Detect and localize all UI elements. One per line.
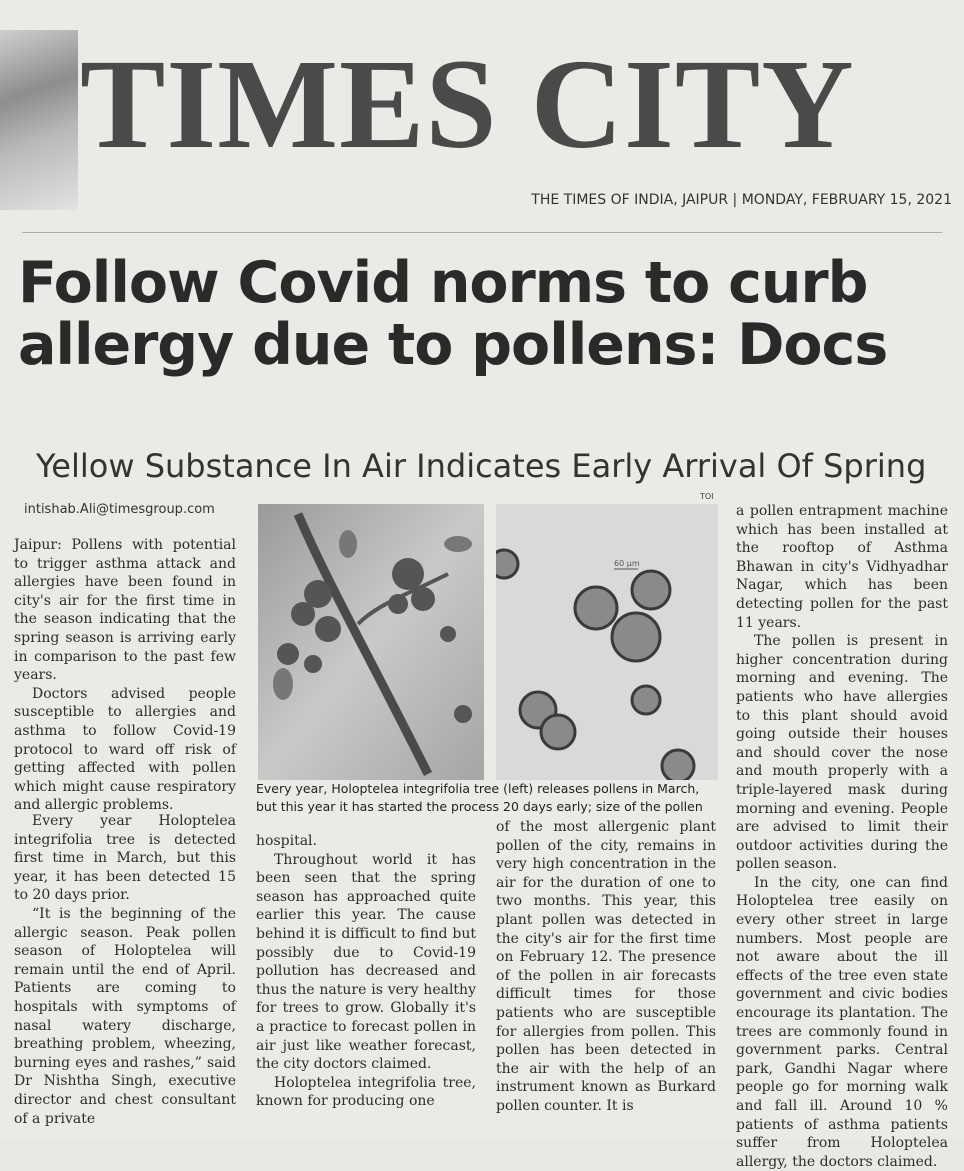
- paragraph: hospital.: [256, 833, 317, 849]
- column-3: [496, 818, 716, 1116]
- scale-label: 60 µm: [614, 559, 640, 568]
- corner-photo: [0, 30, 78, 210]
- paragraph: Jaipur: Pollens with potential to trigger asthma attack and allergies have been found in city's air for the first time in the season indicating that the spring season is arriving early in comparison to the past few years.: [14, 537, 236, 684]
- masthead: TIMES CITY: [80, 33, 855, 175]
- paragraph: The pollen is present in higher concentration during morning and evening. The patients who have allergies to this plant should avoid going outside their houses and should cover the nose and mouth properly with a triple-layered mask during morning and evening. People are advised to limit their outdoor activities during the pollen season.: [736, 633, 948, 873]
- paragraph: of the most allergenic plant pollen of the city, remains in very high concentration in the air for the duration of one to two months. This year, this plant pollen was detected in the city's air for the first time on February 12. The presence of the pollen in air forecasts difficult times for those patients who are susceptible for allergies from pollen. This pollen has been detected in the air with the help of an instrument known as Burkard pollen counter. It is: [496, 819, 716, 1114]
- pollen-illustration: [496, 504, 718, 780]
- tree-photo: [258, 504, 484, 780]
- paragraph: Holoptelea integrifolia tree, known for producing one: [256, 1074, 476, 1110]
- dateline: THE TIMES OF INDIA, JAIPUR | MONDAY, FEBRUARY 15, 2021: [531, 192, 952, 208]
- pollen-microscope-photo: [496, 504, 718, 780]
- photo-caption: Every year, Holoptelea integrifolia tree (left) releases pollens in March, but this year it has started the process 20 days early; size of the pollen: [256, 781, 703, 814]
- column-2: [256, 832, 476, 1111]
- header-rule: [22, 232, 942, 233]
- column-1-top: [14, 536, 236, 815]
- column-4: [736, 502, 948, 1171]
- photo-credit: TOI: [700, 492, 714, 501]
- paragraph: Doctors advised people susceptible to allergies and asthma to follow Covid-19 protocol to ward off risk of getting affected with pollen which might cause respiratory and allergic problems.: [14, 685, 236, 814]
- paragraph: Throughout world it has been seen that the spring season has approached quite earlier this year. The cause behind it is difficult to find but possibly due to Covid-19 pollution has decreased and thus the nature is very healthy for trees to grow. Globally it's a practice to forecast pollen in air just like weather forecast, the city doctors claimed.: [256, 851, 476, 1073]
- tree-photo-illustration: [258, 504, 484, 780]
- paragraph: In the city, one can find Holoptelea tree easily on every other street in large numbers. Most people are not aware about the ill effects of the tree even state government and civic bodies encourage its plantation. The trees are commonly found in government parks. Central park, Gandhi Nagar where people go for morning walk and fall ill. Around 10 % patients of asthma patients suffer from Holoptelea allergy, the doctors claimed.: [736, 874, 948, 1170]
- paragraph: Every year Holoptelea integrifolia tree is detected first time in March, but this year, it has been detected 15 to 20 days prior.: [14, 813, 236, 904]
- subhead: Yellow Substance In Air Indicates Early Arrival Of Spring: [36, 447, 927, 485]
- paragraph: a pollen entrapment machine which has been installed at the rooftop of Asthma Bhawan in city's Vidhyadhar Nagar, which has been detecting pollen for the past 11 years.: [736, 503, 948, 631]
- column-1-bottom: [14, 812, 236, 1128]
- paragraph: “It is the beginning of the allergic season. Peak pollen season of Holoptelea will remain until the end of April. Patients are coming to hospitals with symptoms of nasal watery discharge, breathing problem, wheezing, burning eyes and rashes,” said Dr Nishtha Singh, executive director and chest consultant of a private: [14, 905, 236, 1127]
- byline: intishab.Ali@timesgroup.com: [24, 502, 215, 517]
- headline: Follow Covid norms to curb allergy due to pollens: Docs: [18, 250, 888, 378]
